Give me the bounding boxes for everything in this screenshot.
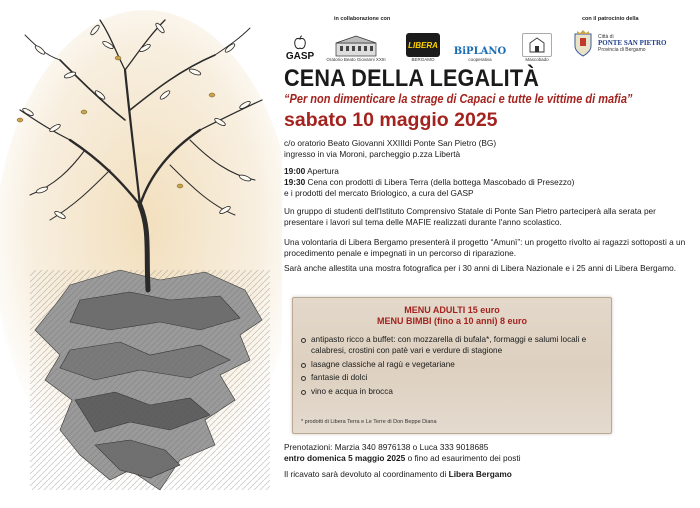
menu-item-text: fantasie di dolci — [311, 373, 368, 383]
biplano-name: BiPLANO — [453, 46, 507, 57]
building-icon — [334, 35, 378, 57]
time-opening-label: Apertura — [305, 166, 339, 177]
bullet-icon — [301, 376, 306, 381]
time-dinner: 19:30 — [284, 177, 306, 188]
partner-logos — [282, 0, 700, 68]
libera-logo — [404, 26, 442, 62]
students-paragraph: Un gruppo di studenti dell'Istituto Comprensivo Statale di Ponte San Pietro parteciperà alla serata per presentare i lavori sul tema delle MAFIE realizzati durante l'anno scolastico. — [284, 205, 656, 227]
menu-item-text: lasagne classiche al ragù e vegetariane — [311, 359, 455, 369]
map-roots — [30, 270, 270, 490]
time-dinner-label-2: e i prodotti del mercato Briologico, a cura del GASP — [284, 188, 474, 199]
apple-icon — [292, 35, 308, 51]
booking-deadline-note: o fino ad esaurimento dei posti — [405, 453, 521, 464]
mascobado-logo — [514, 26, 560, 62]
menu-kids-price: MENU BIMBI (fino a 10 anni) 8 euro — [376, 316, 527, 326]
biplano-caption: cooperativa — [468, 57, 492, 62]
list-item — [301, 360, 611, 371]
menu-adult-price: MENU ADULTI 15 euro — [404, 305, 500, 315]
olive-tree-illustration — [0, 0, 282, 508]
venue-line-1: c/o oratorio Beato Giovanni XXIIIdi Ponte San Pietro (BG) — [284, 137, 497, 148]
oratorio-logo — [326, 26, 386, 62]
venue-line-2: ingresso in via Moroni, parcheggio p.zza Libertà — [284, 148, 461, 159]
proceeds-recipient: Libera Bergamo — [448, 469, 512, 480]
list-item — [301, 373, 611, 384]
event-title: CENA DELLA LEGALITÀ — [284, 65, 540, 92]
booking-deadline: entro domenica 5 maggio 2025 — [284, 453, 406, 464]
amuni-paragraph: Una volontaria di Libera Bergamo presenterà il progetto “Amunì”: un progetto rivolto ai ragazzi sottoposti a un procedimento penale e impegnati in un percorso di riparazione. — [284, 237, 686, 259]
schedule — [284, 166, 690, 200]
event-date: sabato 10 maggio 2025 — [284, 109, 498, 132]
mascobado-caption: Mascobado — [525, 57, 549, 62]
menu-item-text: antipasto ricco a buffet: con mozzarella di bufala*, formaggi e salumi locali e calabresi, crostini con patè vari e verdure di stagione — [311, 335, 587, 355]
list-item — [301, 387, 611, 398]
gasp-logo — [284, 26, 316, 62]
time-dinner-label: Cena con prodotti di Libera Terra (della bottega Mascobado di Presezzo) — [305, 177, 575, 188]
libera-name: LIBERA — [408, 40, 438, 50]
bullet-icon — [301, 363, 306, 368]
libera-caption: BERGAMO — [411, 57, 435, 62]
menu-item-text: vino e acqua in brocca — [311, 387, 393, 397]
booking-contacts: Prenotazioni: Marzia 340 8976138 o Luca 333 9018685 — [284, 442, 489, 452]
menu-footnote: * prodotti di Libera Terra e Le Terre di Don Beppe Diana — [301, 419, 437, 425]
time-opening: 19:00 — [284, 166, 306, 177]
menu-box — [292, 297, 612, 434]
proceeds-text: Il ricavato sarà devoluto al coordinamento di — [284, 469, 449, 480]
biplano-logo — [453, 26, 507, 62]
comune-line1: Città di — [598, 33, 614, 40]
patronage-label: con il patrocinio della — [582, 16, 639, 22]
bullet-icon — [301, 338, 306, 343]
shop-icon — [528, 37, 546, 53]
event-content — [284, 66, 690, 275]
coat-of-arms-icon — [572, 30, 594, 58]
collaboration-label: in collaborazione con — [334, 16, 391, 22]
list-item — [301, 335, 611, 357]
bullet-icon — [301, 390, 306, 395]
comune-logo — [572, 26, 682, 62]
menu-list — [301, 335, 611, 398]
oratorio-caption: Oratorio Beato Giovanni XXIII — [326, 57, 386, 62]
comune-name: PONTE SAN PIETRO — [598, 39, 667, 48]
comune-province: Provincia di Bergamo — [598, 46, 646, 53]
event-subtitle: “Per non dimenticare la strage di Capaci e tutte le vittime di mafia” — [284, 92, 633, 107]
booking-info — [284, 442, 690, 481]
exhibition-paragraph: Sarà anche allestita una mostra fotografica per i 30 anni di Libera Nazionale e i 25 anni di Libera Bergamo. — [284, 263, 677, 274]
gasp-name: GASP — [285, 51, 315, 62]
